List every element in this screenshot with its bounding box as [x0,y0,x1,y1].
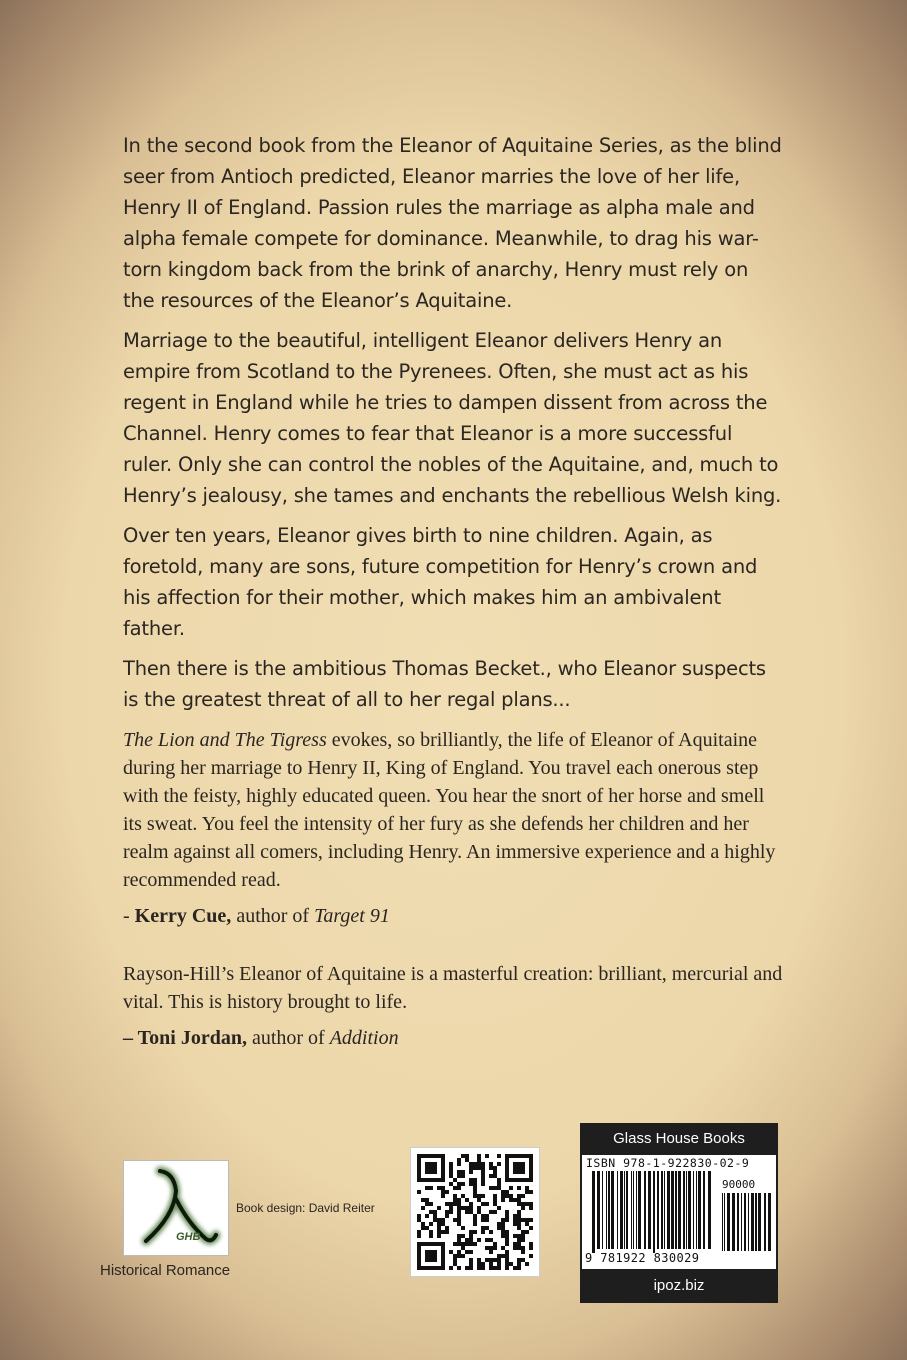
publisher-name: Glass House Books [613,1130,745,1147]
review-2-dash: – [123,1027,138,1049]
blurb-paragraph-4: Then there is the ambitious Thomas Becket., who Eleanor suspects is the greatest threat of all to her regal plans... [123,657,766,711]
review-2: Rayson-Hill’s Eleanor of Aquitaine is a masterful creation: brilliant, mercurial and vital. This is history brought to life. [123,963,783,1013]
blurb [123,130,783,724]
review-2-work: Addition [329,1027,399,1049]
review-2-name: Toni Jordan, [137,1027,247,1049]
blurb-paragraph-1: In the second book from the Eleanor of Aquitaine Series, as the blind seer from Antioch predicted, Eleanor marries the love of her life, Henry II of England. Passion rules the marriage as alpha male and alpha female compete for dominance. Meanwhile, to drag his war-torn kingdom back from the brink of anarchy, Henry must rely on the resources of the Eleanor’s Aquitaine. [123,134,782,312]
review-1-dash: - [123,905,135,927]
review-1-text: evokes, so brilliantly, the life of Eleanor of Aquitaine during her marriage to Henry II, King of England. You travel each onerous step with the feisty, highly educated queen. You hear the snort of her horse and smell its sweat. You feel the intensity of her fury as she defends her children and her realm against all comers, including Henry. An immersive experience and a highly recommended read. [123,729,776,891]
review-2-author-of: author of [246,1027,330,1049]
review-2-attribution [123,1024,788,1052]
logo-text: GHB [176,1231,201,1243]
blurb-paragraph-3: Over ten years, Eleanor gives birth to nine children. Again, as foretold, many are sons, future competition for Henry’s crown and his affection for their mother, which makes him an ambivalent father. [123,524,758,640]
addon-code: 90000 [722,1178,756,1191]
reviews [123,726,788,1052]
publisher-logo [123,1160,229,1256]
qr-code-icon [411,1148,539,1276]
review-1-book-title: The Lion and The Tigress [123,729,327,751]
review-1-name: Kerry Cue, [134,905,232,927]
blurb-paragraph-2: Marriage to the beautiful, intelligent Eleanor delivers Henry an empire from Scotland to the Pyrenees. Often, she must act as his regent in England while he tries to dampen dissent from across the Channel. Henry comes to fear that Eleanor is a more successful ruler. Only she can control the nobles of the Aquitaine, and, much to Henry’s jealousy, she tames and enchants the rebellious Welsh king. [123,329,782,507]
genre-label: Historical Romance [100,1262,231,1279]
design-credit: Book design: David Reiter [236,1201,375,1215]
review-1 [123,726,788,894]
barcode-panel [580,1123,778,1303]
isbn-label: ISBN 978-1-922830-02-9 [586,1156,750,1170]
review-1-author-of: author of [231,905,315,927]
publisher-website: ipoz.biz [653,1277,705,1294]
ean-digits: 9 781922 830029 [585,1251,700,1265]
qr-code [410,1147,540,1277]
review-1-attribution [123,902,788,930]
review-1-work: Target 91 [314,905,390,927]
isbn-barcode [582,1155,776,1269]
